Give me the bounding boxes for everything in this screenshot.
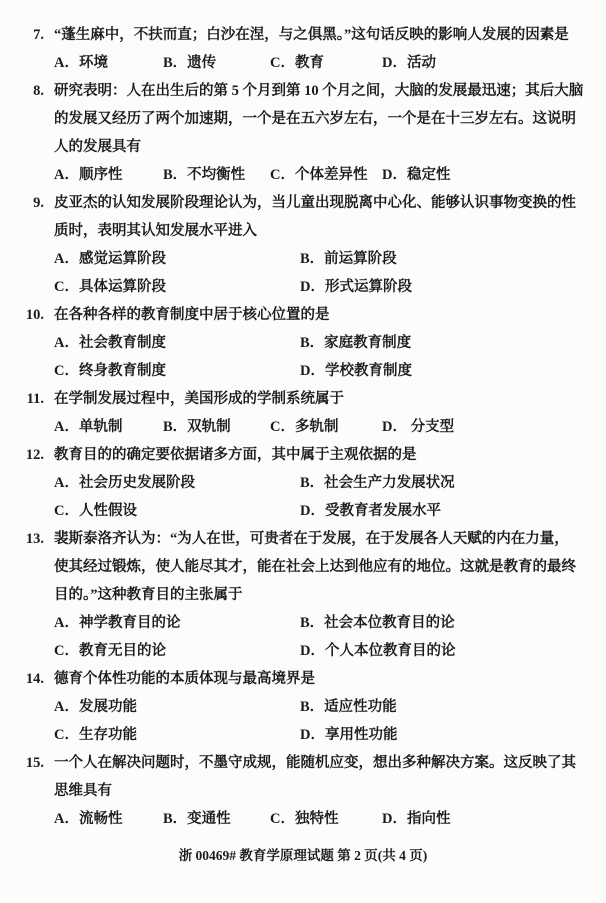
question-number: 12. — [25, 447, 44, 463]
question-stem-line: 目的。”这种教育目的主张属于 — [54, 587, 243, 603]
option-a: A．顺序性 — [54, 167, 123, 183]
question-12 — [0, 441, 606, 525]
question-stem-line: 一个人在解决问题时，不墨守成规，能随机应变，想出多种解决方案。这反映了其 — [54, 755, 576, 771]
option-b: B．社会本位教育目的论 — [300, 615, 455, 631]
question-stem-line: 在各种各样的教育制度中居于核心位置的是 — [54, 307, 330, 323]
options-grid — [54, 329, 606, 385]
option-b: B．双轨制 — [163, 419, 231, 435]
options-grid — [54, 609, 606, 665]
option-a: A．社会教育制度 — [54, 335, 166, 351]
question-13 — [0, 525, 606, 665]
option-c: C．多轨制 — [270, 419, 339, 435]
option-c: C．具体运算阶段 — [54, 279, 166, 295]
option-b: B．适应性功能 — [300, 699, 397, 715]
question-number: 14. — [25, 671, 44, 687]
option-d: D．个人本位教育目的论 — [300, 643, 456, 659]
page-footer: 浙 00469# 教育学原理试题 第 2 页(共 4 页) — [178, 848, 428, 863]
question-number: 10. — [25, 307, 44, 323]
option-d: D．享用性功能 — [300, 727, 398, 743]
option-b: B．遗传 — [163, 55, 217, 71]
option-d: D．指向性 — [382, 811, 451, 827]
options-row — [54, 49, 606, 77]
question-stem-line: 在学制发展过程中，美国形成的学制系统属于 — [54, 391, 344, 407]
question-stem-line: 思维具有 — [54, 783, 112, 799]
option-c: C．独特性 — [270, 811, 339, 827]
option-b: B．前运算阶段 — [300, 251, 397, 267]
option-b: B．社会生产力发展状况 — [300, 475, 455, 491]
question-stem-line: 研究表明：人在出生后的第 5 个月到第 10 个月之间，大脑的发展最迅速；其后大脑 — [54, 83, 584, 99]
question-8 — [0, 77, 606, 189]
option-c: C．教育 — [270, 55, 324, 71]
option-a: A．流畅性 — [54, 811, 123, 827]
option-a: A．环境 — [54, 55, 108, 71]
option-a: A．单轨制 — [54, 419, 123, 435]
option-d: D．受教育者发展水平 — [300, 503, 441, 519]
option-c: C．生存功能 — [54, 727, 137, 743]
option-d: D．稳定性 — [382, 167, 451, 183]
question-number: 8. — [33, 83, 44, 99]
question-9 — [0, 189, 606, 301]
option-c: C．教育无目的论 — [54, 643, 166, 659]
question-stem-line: 皮亚杰的认知发展阶段理论认为，当儿童出现脱离中心化、能够认识事物变换的性 — [54, 195, 576, 211]
option-d: D．学校教育制度 — [300, 363, 412, 379]
option-c: C．个体差异性 — [270, 167, 368, 183]
question-number: 15. — [25, 755, 44, 771]
option-a: A．神学教育目的论 — [54, 615, 181, 631]
option-b: B．变通性 — [163, 811, 231, 827]
question-stem-line: 质时，表明其认知发展水平进入 — [54, 223, 257, 239]
option-d: D． 分支型 — [382, 419, 455, 435]
options-grid — [54, 693, 606, 749]
question-stem-line: 的发展又经历了两个加速期，一个是在五六岁左右，一个是在十三岁左右。这说明 — [54, 111, 576, 127]
option-b: B．不均衡性 — [163, 167, 246, 183]
question-stem-line: 使其经过锻炼，使人能尽其才，能在社会上达到他应有的地位。这就是教育的最终 — [54, 559, 576, 575]
option-c: C．人性假设 — [54, 503, 137, 519]
option-a: A．感觉运算阶段 — [54, 251, 166, 267]
question-stem-line: 教育目的的确定要依据诸多方面，其中属于主观依据的是 — [54, 447, 417, 463]
option-c: C．终身教育制度 — [54, 363, 166, 379]
question-15 — [0, 749, 606, 833]
question-7 — [0, 21, 606, 77]
question-number: 13. — [25, 531, 44, 547]
question-number: 11. — [26, 391, 44, 407]
option-a: A．发展功能 — [54, 699, 137, 715]
question-number: 7. — [33, 27, 44, 43]
question-14 — [0, 665, 606, 749]
options-row — [54, 413, 606, 441]
option-d: D．活动 — [382, 55, 436, 71]
question-stem-line: “蓬生麻中，不扶而直；白沙在涅，与之俱黑。”这句话反映的影响人发展的因素是 — [54, 27, 569, 43]
question-11 — [0, 385, 606, 441]
question-number: 9. — [33, 195, 44, 211]
option-d: D．形式运算阶段 — [300, 279, 412, 295]
options-grid — [54, 245, 606, 301]
question-10 — [0, 301, 606, 385]
question-stem-line: 人的发展具有 — [54, 139, 141, 155]
question-stem-line: 裴斯泰洛齐认为：“为人在世，可贵者在于发展，在于发展各人天赋的内在力量， — [54, 531, 569, 547]
question-stem-line: 德育个体性功能的本质体现与最高境界是 — [54, 671, 315, 687]
options-grid — [54, 469, 606, 525]
option-a: A．社会历史发展阶段 — [54, 475, 195, 491]
option-b: B．家庭教育制度 — [300, 335, 412, 351]
options-row — [54, 805, 606, 833]
options-row — [54, 161, 606, 189]
